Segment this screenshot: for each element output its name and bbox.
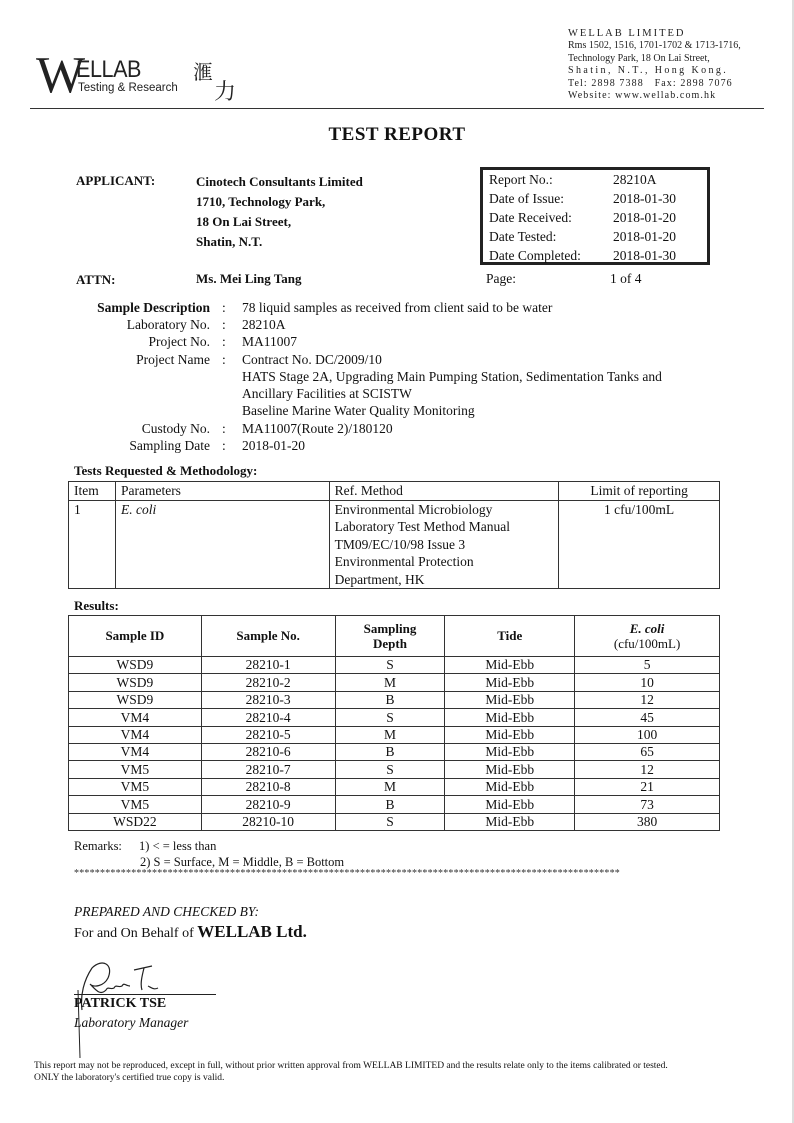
sample-no: 28210-7 [201,761,335,778]
company-address-block [568,28,768,102]
sample-id: VM4 [69,709,202,726]
table-row [69,761,720,778]
tide: Mid-Ebb [445,813,575,830]
ecoli-count: 45 [575,709,720,726]
date-received-value: 2018-01-20 [613,210,676,225]
sampling-depth: S [335,709,445,726]
date-completed-label: Date Completed: [489,248,581,263]
col-ecoli [575,616,720,657]
custody-no-label: Custody No. [141,421,210,436]
sample-no: 28210-3 [201,691,335,708]
ecoli-count: 100 [575,726,720,743]
applicant-line: Shatin, N.T. [196,234,263,249]
tests-row [69,500,720,589]
separator-colon: : [222,438,226,453]
ecoli-count: 380 [575,813,720,830]
tide: Mid-Ebb [445,657,575,674]
date-of-issue-value: 2018-01-30 [613,191,676,206]
results-header-row [69,616,720,657]
page-label: Page: [486,271,516,286]
page-title: TEST REPORT [328,124,466,145]
tide: Mid-Ebb [445,726,575,743]
col-item: Item [69,482,116,501]
table-row [69,691,720,708]
sample-id: WSD9 [69,691,202,708]
lab-no-label: Laboratory No. [126,317,210,332]
table-row [69,813,720,830]
sample-no: 28210-2 [201,674,335,691]
table-row [69,726,720,743]
date-of-issue-label: Date of Issue: [489,191,564,206]
lab-no-row [70,317,210,335]
project-no-label: Project No. [148,334,210,349]
date-received-label: Date Received: [489,210,572,225]
col-ref-method: Ref. Method [329,482,559,501]
footer-disclaimer [34,1060,764,1084]
sampling-depth: B [335,691,445,708]
test-item: 1 [69,500,116,589]
tide: Mid-Ebb [445,691,575,708]
behalf-company: WELLAB Ltd. [197,922,307,941]
ecoli-count: 21 [575,778,720,795]
tests-table [68,481,720,589]
sampling-depth: B [335,796,445,813]
tide: Mid-Ebb [445,761,575,778]
logo-initial: W [36,47,84,104]
report-info-box [480,167,710,265]
custody-no-row [70,421,210,439]
report-no-label: Report No.: [489,172,553,187]
sample-description-value: 78 liquid samples as received from client said to be water [242,300,553,315]
sampling-depth: S [335,657,445,674]
remarks [74,838,344,870]
ecoli-count: 5 [575,657,720,674]
logo-name: ELLAB [76,56,141,83]
sample-id: WSD22 [69,813,202,830]
sample-id: VM5 [69,778,202,795]
company-address-1: Rms 1502, 1516, 1701-1702 & 1713-1716, [568,40,741,52]
tide: Mid-Ebb [445,778,575,795]
method-line: Laboratory Test Method Manual [334,519,510,534]
sample-no: 28210-1 [201,657,335,674]
results-heading: Results: [74,598,119,613]
sample-id: VM4 [69,726,202,743]
sampling-depth: S [335,761,445,778]
company-address-2: Technology Park, 18 On Lai Street, [568,52,710,64]
applicant-line: Cinotech Consultants Limited [196,174,363,189]
wellab-logo [36,47,237,104]
table-row [69,657,720,674]
table-row [69,674,720,691]
col-limit: Limit of reporting [559,482,720,501]
remarks-label: Remarks: [74,839,122,853]
sampling-depth: M [335,674,445,691]
company-website: Website: www.wellab.com.hk [568,90,717,102]
col-depth-line-2: Depth [373,636,407,651]
method-line: Department, HK [334,571,425,587]
sample-id: VM5 [69,761,202,778]
lab-no-value: 28210A [242,317,286,332]
remark-1: 1) < = less than [139,839,217,853]
project-no-row [70,334,210,352]
project-name-line: HATS Stage 2A, Upgrading Main Pumping Station, Sedimentation Tanks and [242,369,662,384]
signer-role: Laboratory Manager [74,1015,189,1030]
tests-header-row [69,482,720,501]
behalf-prefix: For and On Behalf of [74,926,198,941]
separator-colon: : [222,334,226,349]
ecoli-count: 12 [575,691,720,708]
sampling-depth: M [335,726,445,743]
ecoli-count: 12 [575,761,720,778]
project-name-line: Baseline Marine Water Quality Monitoring [242,403,475,418]
results-table [68,615,720,831]
date-completed-value: 2018-01-30 [613,248,676,263]
project-name-line: Ancillary Facilities at SCISTW [242,386,412,401]
tide: Mid-Ebb [445,796,575,813]
table-row [69,796,720,813]
footer-line-1: This report may not be reproduced, except in full, without prior written approval from WELLAB LIMITED and the results relate only to the items calibrated or tested. [34,1061,668,1071]
tide: Mid-Ebb [445,674,575,691]
tide: Mid-Ebb [445,743,575,760]
date-tested-label: Date Tested: [489,229,557,244]
test-parameter: E. coli [115,500,329,589]
company-phone: Tel: 2898 7388 Fax: 2898 7076 [568,77,733,89]
sample-description-row [70,300,210,318]
test-method [329,500,559,589]
applicant-line: 18 On Lai Street, [196,214,292,229]
col-ecoli-line-1: E. coli [629,620,665,636]
remark-2: 2) S = Surface, M = Middle, B = Bottom [140,855,345,869]
attn-label: ATTN: [76,272,116,287]
project-name-line: Contract No. DC/2009/10 [242,352,382,367]
method-line: Environmental Protection [334,554,474,569]
ecoli-count: 65 [575,743,720,760]
footer-line-2: ONLY the laboratory's certified true copy is valid. [34,1073,225,1083]
company-name: WELLAB LIMITED [568,28,686,39]
sample-no: 28210-5 [201,726,335,743]
logo-cjk-char-1: 滙 [193,62,213,84]
logo-subtitle: Testing & Research [78,82,178,94]
signature-line [74,994,216,995]
sample-id: VM5 [69,796,202,813]
company-address-3: Shatin, N.T., Hong Kong. [568,65,729,77]
sampling-depth: B [335,743,445,760]
separator-colon: : [222,300,226,315]
col-sample-no: Sample No. [201,616,335,657]
sample-no: 28210-6 [201,743,335,760]
separator-colon: : [222,421,226,436]
col-sample-id: Sample ID [69,616,202,657]
sampling-depth: S [335,813,445,830]
tide: Mid-Ebb [445,709,575,726]
report-no-value: 28210A [613,172,657,187]
header-divider [30,108,764,109]
sample-no: 28210-10 [201,813,335,830]
method-line: TM09/EC/10/98 Issue 3 [334,536,466,552]
sample-id: WSD9 [69,657,202,674]
tests-heading: Tests Requested & Methodology: [74,463,258,478]
sampling-date-value: 2018-01-20 [242,438,305,453]
col-depth-line-1: Sampling [363,620,417,636]
ecoli-count: 73 [575,796,720,813]
attn-value: Ms. Mei Ling Tang [196,271,302,286]
applicant-line: 1710, Technology Park, [196,194,326,209]
on-behalf-of [74,922,307,942]
method-line: Environmental Microbiology [334,501,493,517]
applicant-label: APPLICANT: [76,173,156,188]
sample-no: 28210-4 [201,709,335,726]
col-sampling-depth [335,616,445,657]
end-separator: ********************************************************************************************************* [74,868,620,879]
ecoli-count: 10 [575,674,720,691]
applicant-address [196,172,363,252]
date-tested-value: 2018-01-20 [613,229,676,244]
table-row [69,709,720,726]
col-tide: Tide [445,616,575,657]
sample-no: 28210-9 [201,796,335,813]
sample-description-label: Sample Description [97,300,210,315]
test-limit: 1 cfu/100mL [559,500,720,589]
separator-colon: : [222,317,226,332]
sample-no: 28210-8 [201,778,335,795]
sampling-depth: M [335,778,445,795]
page-value: 1 of 4 [610,271,642,286]
col-ecoli-line-2: (cfu/100mL) [613,636,681,651]
sample-id: VM4 [69,743,202,760]
project-no-value: MA11007 [242,334,298,349]
sampling-date-label: Sampling Date [129,438,210,453]
sample-id: WSD9 [69,674,202,691]
project-name-label: Project Name [136,352,210,367]
sampling-date-row [70,438,210,456]
page-indicator [486,271,686,287]
separator-colon: : [222,352,226,367]
table-row [69,778,720,795]
table-row [69,743,720,760]
prepared-by-label: PREPARED AND CHECKED BY: [74,904,259,919]
col-parameters: Parameters [115,482,329,501]
signer-name: PATRICK TSE [74,996,167,1011]
custody-no-value: MA11007(Route 2)/180120 [242,421,393,436]
logo-cjk-char-2: 力 [214,79,237,104]
project-name-row [70,352,210,370]
